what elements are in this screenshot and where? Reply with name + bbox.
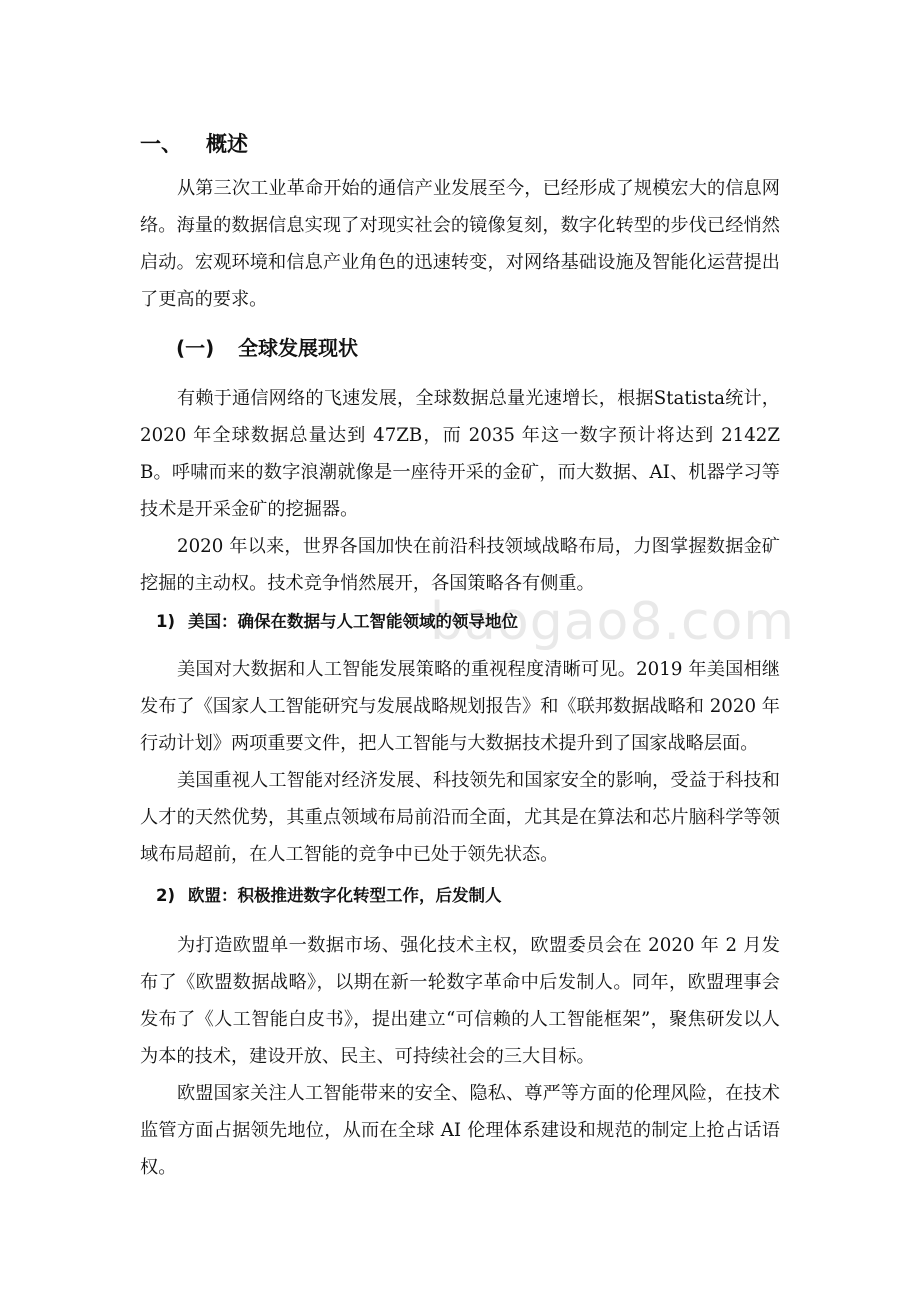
- overview-paragraph: 从第三次工业革命开始的通信产业发展至今，已经形成了规模宏大的信息网络。海量的数据信息实现了对现实社会的镜像复刻，数字化转型的步伐已经悄然启动。宏观环境和信息产业角色的迅速转变，对网络基础设施及智能化运营提出了更高的要求。: [140, 178, 780, 310]
- item-number: 2): [156, 886, 176, 905]
- section-number: 一、: [140, 132, 182, 156]
- section-title: 概述: [206, 132, 248, 156]
- eu-paragraph-2: 欧盟国家关注人工智能带来的安全、隐私、尊严等方面的伦理风险，在技术监管方面占据领先地位，从而在全球 AI 伦理体系建设和规范的制定上抢占话语权。: [140, 1083, 780, 1178]
- usa-paragraph-1: 美国对大数据和人工智能发展策略的重视程度清晰可见。2019 年美国相继发布了《国家人工智能研究与发展战略规划报告》和《联邦数据战略和 2020 年行动计划》两项重要文件，把人工智能与大数据技术提升到了国家战略层面。: [140, 659, 780, 754]
- subsection-heading-global-status: [176, 333, 358, 363]
- item-heading-eu: [156, 882, 502, 910]
- item-number: 1): [156, 612, 176, 631]
- item-title: 欧盟：积极推进数字化转型工作，后发制人: [188, 886, 502, 905]
- usa-paragraph-2: 美国重视人工智能对经济发展、科技领先和国家安全的影响，受益于科技和人才的天然优势，其重点领域布局前沿而全面，尤其是在算法和芯片脑科学等领域布局超前，在人工智能的竞争中已处于领先状态。: [140, 770, 780, 865]
- global-status-paragraph-2: 2020 年以来，世界各国加快在前沿科技领域战略布局，力图掌握数据金矿挖掘的主动权。技术竞争悄然展开，各国策略各有侧重。: [140, 536, 780, 594]
- global-status-paragraph-1: 有赖于通信网络的飞速发展，全球数据总量光速增长，根据Statista统计，2020 年全球数据总量达到 47ZB，而 2035 年这一数字预计将达到 2142ZB。呼啸而来的数字浪潮就像是一座待开采的金矿，而大数据、AI、机器学习等技术是开采金矿的挖掘器。: [140, 388, 780, 520]
- subsection-number: (一): [176, 336, 215, 360]
- item-title: 美国：确保在数据与人工智能领域的领导地位: [188, 612, 518, 631]
- item-heading-usa: [156, 608, 518, 636]
- subsection-title: 全球发展现状: [238, 336, 358, 360]
- watermark: baogao8.com: [430, 592, 796, 652]
- eu-paragraph-1: 为打造欧盟单一数据市场、强化技术主权，欧盟委员会在 2020 年 2 月发布了《欧盟数据战略》，以期在新一轮数字革命中后发制人。同年，欧盟理事会发布了《人工智能白皮书》，提出建立“可信赖的人工智能框架”，聚焦研发以人为本的技术，建设开放、民主、可持续社会的三大目标。: [140, 935, 780, 1067]
- section-heading-overview: [140, 128, 248, 160]
